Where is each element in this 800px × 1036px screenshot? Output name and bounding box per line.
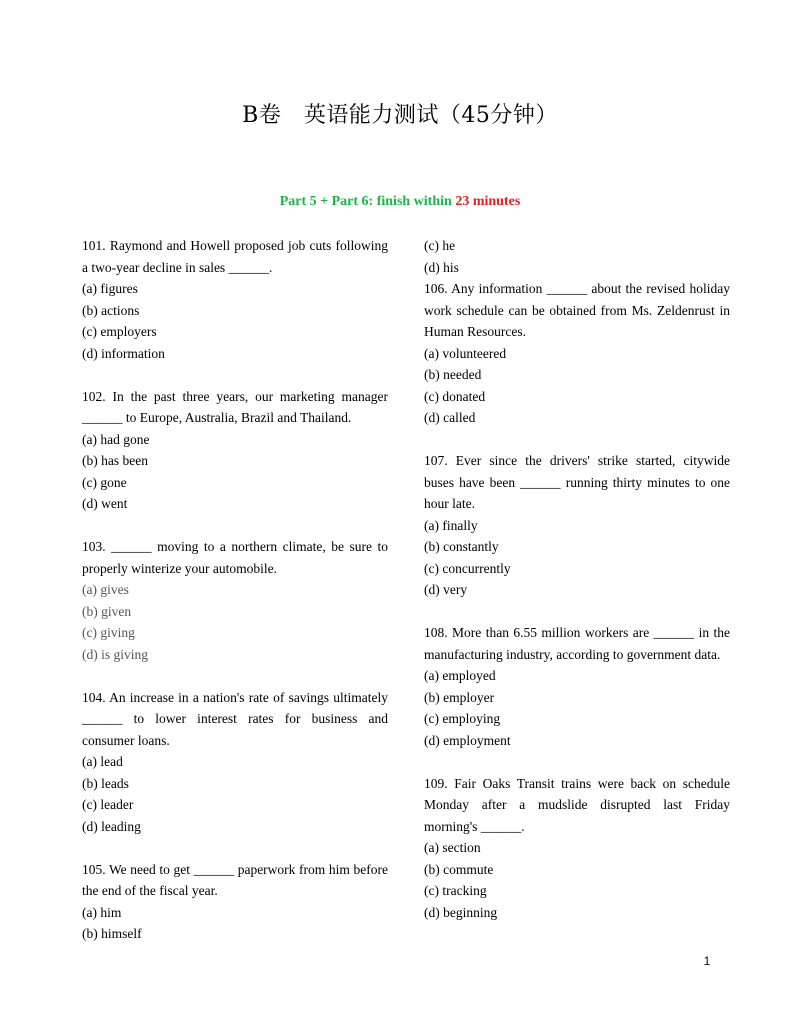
right-column xyxy=(424,235,730,923)
option-b: (b) himself xyxy=(82,926,142,941)
question-stem: 101. Raymond and Howell proposed job cuts following a two-year decline in sales ______. xyxy=(82,238,388,275)
time-limit: 23 minutes xyxy=(455,194,521,209)
option-d: (d) information xyxy=(82,345,165,361)
option-a: (a) gives xyxy=(82,582,129,597)
option-c: (c) gone xyxy=(82,474,127,490)
option-a: (a) him xyxy=(82,904,122,920)
option-b: (b) commute xyxy=(424,861,494,877)
question-stem: 103. ______ moving to a northern climate, be sure to properly winterize your automobile. xyxy=(82,539,388,576)
question-105 xyxy=(82,859,388,945)
question-108 xyxy=(424,622,730,751)
option-c: (c) he xyxy=(424,238,456,253)
option-a: (a) section xyxy=(424,840,481,855)
option-a: (a) lead xyxy=(82,754,123,769)
question-107 xyxy=(424,450,730,601)
option-b: (b) has been xyxy=(82,453,148,468)
option-a: (a) figures xyxy=(82,281,138,296)
option-b: (b) employer xyxy=(424,689,495,705)
question-105-continued xyxy=(424,235,730,278)
left-column xyxy=(82,235,388,945)
option-a: (a) had gone xyxy=(82,431,150,447)
option-c: (c) donated xyxy=(424,388,486,404)
instruction-text: Part 5 + Part 6: finish within xyxy=(279,194,456,209)
option-b: (b) constantly xyxy=(424,539,499,554)
option-c: (c) employers xyxy=(82,324,157,339)
question-stem: 102. In the past three years, our marketing manager ______ to Europe, Australia, Brazil and Thailand. xyxy=(82,388,388,425)
option-c: (c) giving xyxy=(82,625,135,640)
option-c: (c) employing xyxy=(424,711,501,726)
option-d: (d) called xyxy=(424,410,476,425)
option-d: (d) his xyxy=(424,259,459,275)
option-c: (c) leader xyxy=(82,797,134,812)
option-b: (b) actions xyxy=(82,302,140,318)
option-b: (b) leads xyxy=(82,775,129,791)
option-a: (a) volunteered xyxy=(424,345,507,361)
option-a: (a) employed xyxy=(424,668,496,683)
question-104 xyxy=(82,687,388,838)
page-number: 1 xyxy=(703,954,711,968)
option-b: (b) needed xyxy=(424,367,482,382)
question-109 xyxy=(424,773,730,924)
question-stem: 109. Fair Oaks Transit trains were back on schedule Monday after a mudslide disrupted last Friday morning's ______. xyxy=(424,775,730,834)
option-d: (d) beginning xyxy=(424,904,498,920)
option-d: (d) employment xyxy=(424,732,511,748)
question-106 xyxy=(424,278,730,429)
option-c: (c) concurrently xyxy=(424,560,511,576)
question-103 xyxy=(82,536,388,665)
question-stem: 105. We need to get ______ paperwork from him before the end of the fiscal year. xyxy=(82,861,388,898)
question-102 xyxy=(82,386,388,515)
page-title: B卷 英语能力测试（45分钟） xyxy=(242,103,558,128)
option-b: (b) given xyxy=(82,603,132,619)
option-d: (d) very xyxy=(424,582,468,597)
option-d: (d) is giving xyxy=(82,646,148,662)
question-stem: 107. Ever since the drivers' strike started, citywide buses have been ______ running thirty minutes to one hour late. xyxy=(424,453,730,511)
option-d: (d) went xyxy=(82,496,128,511)
option-d: (d) leading xyxy=(82,818,141,834)
option-a: (a) finally xyxy=(424,517,478,533)
question-stem: 108. More than 6.55 million workers are ______ in the manufacturing industry, according to government data. xyxy=(424,625,730,662)
question-101 xyxy=(82,235,388,364)
option-c: (c) tracking xyxy=(424,883,487,898)
section-instruction xyxy=(0,194,800,210)
question-stem: 104. An increase in a nation's rate of savings ultimately ______ to lower interest rates for business and consumer loans. xyxy=(82,689,388,748)
question-stem: 106. Any information ______ about the revised holiday work schedule can be obtained from Ms. Zeldenrust in Human Resources. xyxy=(424,281,730,339)
